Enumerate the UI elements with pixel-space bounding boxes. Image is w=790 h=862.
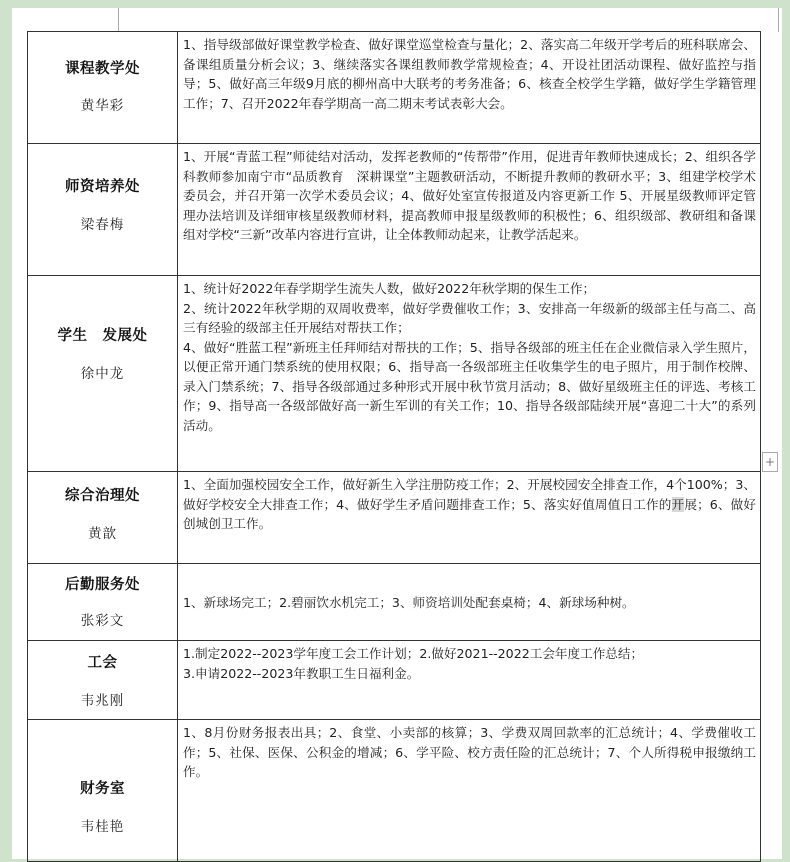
content-cell[interactable]: 1、统计好2022年春学期学生流失人数，做好2022年秋学期的保生工作； 2、统计2022年秋学期的双周收费率，做好学费催收工作；3、安排高一年级新的级部主任与高二、高三有经验的级部主任开展结对帮扶工作； 4、做好“胜蓝工程”新班主任拜师结对帮扶的工作；5、指导各级部的班主任在企业微信录入学生照片，以便正常开通门禁系统的使用权限；6、指导高一各级部班主任收集学生的电子照片，用于制作校牌、录入门禁系统；7、指导各级部通过多种形式开展中秋节赏月活动；8、做好星级班主任的评选、考核工作；9、指导高一各级部做好高一新生军训的有关工作；10、指导各级部陆续开展“喜迎二十大”的系列活动。 bbox=[178, 276, 761, 472]
table-row bbox=[28, 564, 761, 641]
content-cell[interactable]: 1、指导级部做好课堂教学检查、做好课堂巡堂检查与量化；2、落实高二年级开学考后的班科联席会、备课组质量分析会议；3、继续落实各课组教师教学常规检查；4、开设社团活动课程、做好监控与指导；5、做好高三年级9月底的柳州高中大联考的考务准备；6、核查全校学生学籍，做好学生学籍管理工作；7、召开2022年春学期高一高二期末考试表彰大会。 bbox=[178, 32, 761, 144]
content-cell[interactable]: 1.制定2022--2023学年度工会工作计划；2.做好2021--2022工会年度工作总结； 3.申请2022--2023年教职工生日福利金。 bbox=[178, 641, 761, 720]
person-name: 梁春梅 bbox=[80, 217, 125, 233]
dept-cell bbox=[28, 472, 178, 564]
table-row bbox=[28, 472, 761, 564]
person-name: 韦兆刚 bbox=[80, 693, 125, 709]
table-row bbox=[28, 32, 761, 144]
person-name: 韦桂艳 bbox=[80, 819, 125, 835]
content-cell[interactable]: 1、新球场完工；2.碧丽饮水机完工；3、师资培训处配套桌椅；4、新球场种树。 bbox=[178, 564, 761, 641]
margin-guide-left bbox=[118, 8, 119, 32]
table-row bbox=[28, 276, 761, 472]
content-cell[interactable]: 1、8月份财务报表出具；2、食堂、小卖部的核算；3、学费双周回款率的汇总统计；4、学费催收工作；5、社保、医保、公积金的增减；6、学平险、校方责任险的汇总统计；7、个人所得税申报缴纳工作。 bbox=[178, 720, 761, 862]
dept-name: 师资培养处 bbox=[65, 179, 140, 195]
content-cell[interactable]: 1、开展“青蓝工程”师徒结对活动，发挥老教师的“传帮带”作用，促进青年教师快速成长；2、组织各学科教师参加南宁市“品质教育 深耕课堂”主题教研活动，不断提升教师的教研水平；3、组建学校学术委员会，并召开第一次学术委员会议；4、做好处室宣传报道及内容更新工作 5、开展星级教师评定管理办法培训及详细审核星级教师材料，提高教师申报星级教师的积极性；6、组织级部、教研组和备课组对学校“三新”改革内容进行宣讲，让全体教师动起来，让教学活起来。 bbox=[178, 144, 761, 276]
dept-name: 财务室 bbox=[80, 781, 125, 797]
dept-cell bbox=[28, 32, 178, 144]
person-name: 张彩文 bbox=[80, 613, 125, 629]
table-row bbox=[28, 144, 761, 276]
content-text: 1、全面加强校园安全工作，做好新生入学注册防疫工作；2、开展校园安全排查工作，4个100%；3、做好学校安全大排查工作；4、做好学生矛盾问题排查工作；5、落实好值周值日工作的 bbox=[183, 477, 756, 512]
dept-cell bbox=[28, 144, 178, 276]
table-row bbox=[28, 720, 761, 862]
dept-cell bbox=[28, 564, 178, 641]
dept-name: 学生 发展处 bbox=[57, 328, 148, 344]
dept-cell bbox=[28, 641, 178, 720]
content-text: 展；6、做好创城创卫工作。 bbox=[183, 496, 757, 531]
person-name: 徐中龙 bbox=[80, 366, 125, 382]
selection-highlight: 开 bbox=[671, 496, 685, 512]
person-name: 黄歆 bbox=[88, 526, 117, 542]
table-row bbox=[28, 641, 761, 720]
dept-name: 课程教学处 bbox=[65, 61, 140, 77]
person-name: 黄华彩 bbox=[80, 98, 125, 114]
margin-guide-right bbox=[778, 8, 779, 32]
table-add-handle[interactable]: + bbox=[762, 452, 778, 472]
dept-name: 工会 bbox=[87, 655, 118, 671]
dept-cell bbox=[28, 276, 178, 472]
dept-cell bbox=[28, 720, 178, 862]
dept-name: 后勤服务处 bbox=[65, 577, 140, 593]
dept-name: 综合治理处 bbox=[65, 488, 140, 504]
content-cell[interactable] bbox=[178, 472, 761, 564]
work-plan-table bbox=[27, 31, 761, 862]
